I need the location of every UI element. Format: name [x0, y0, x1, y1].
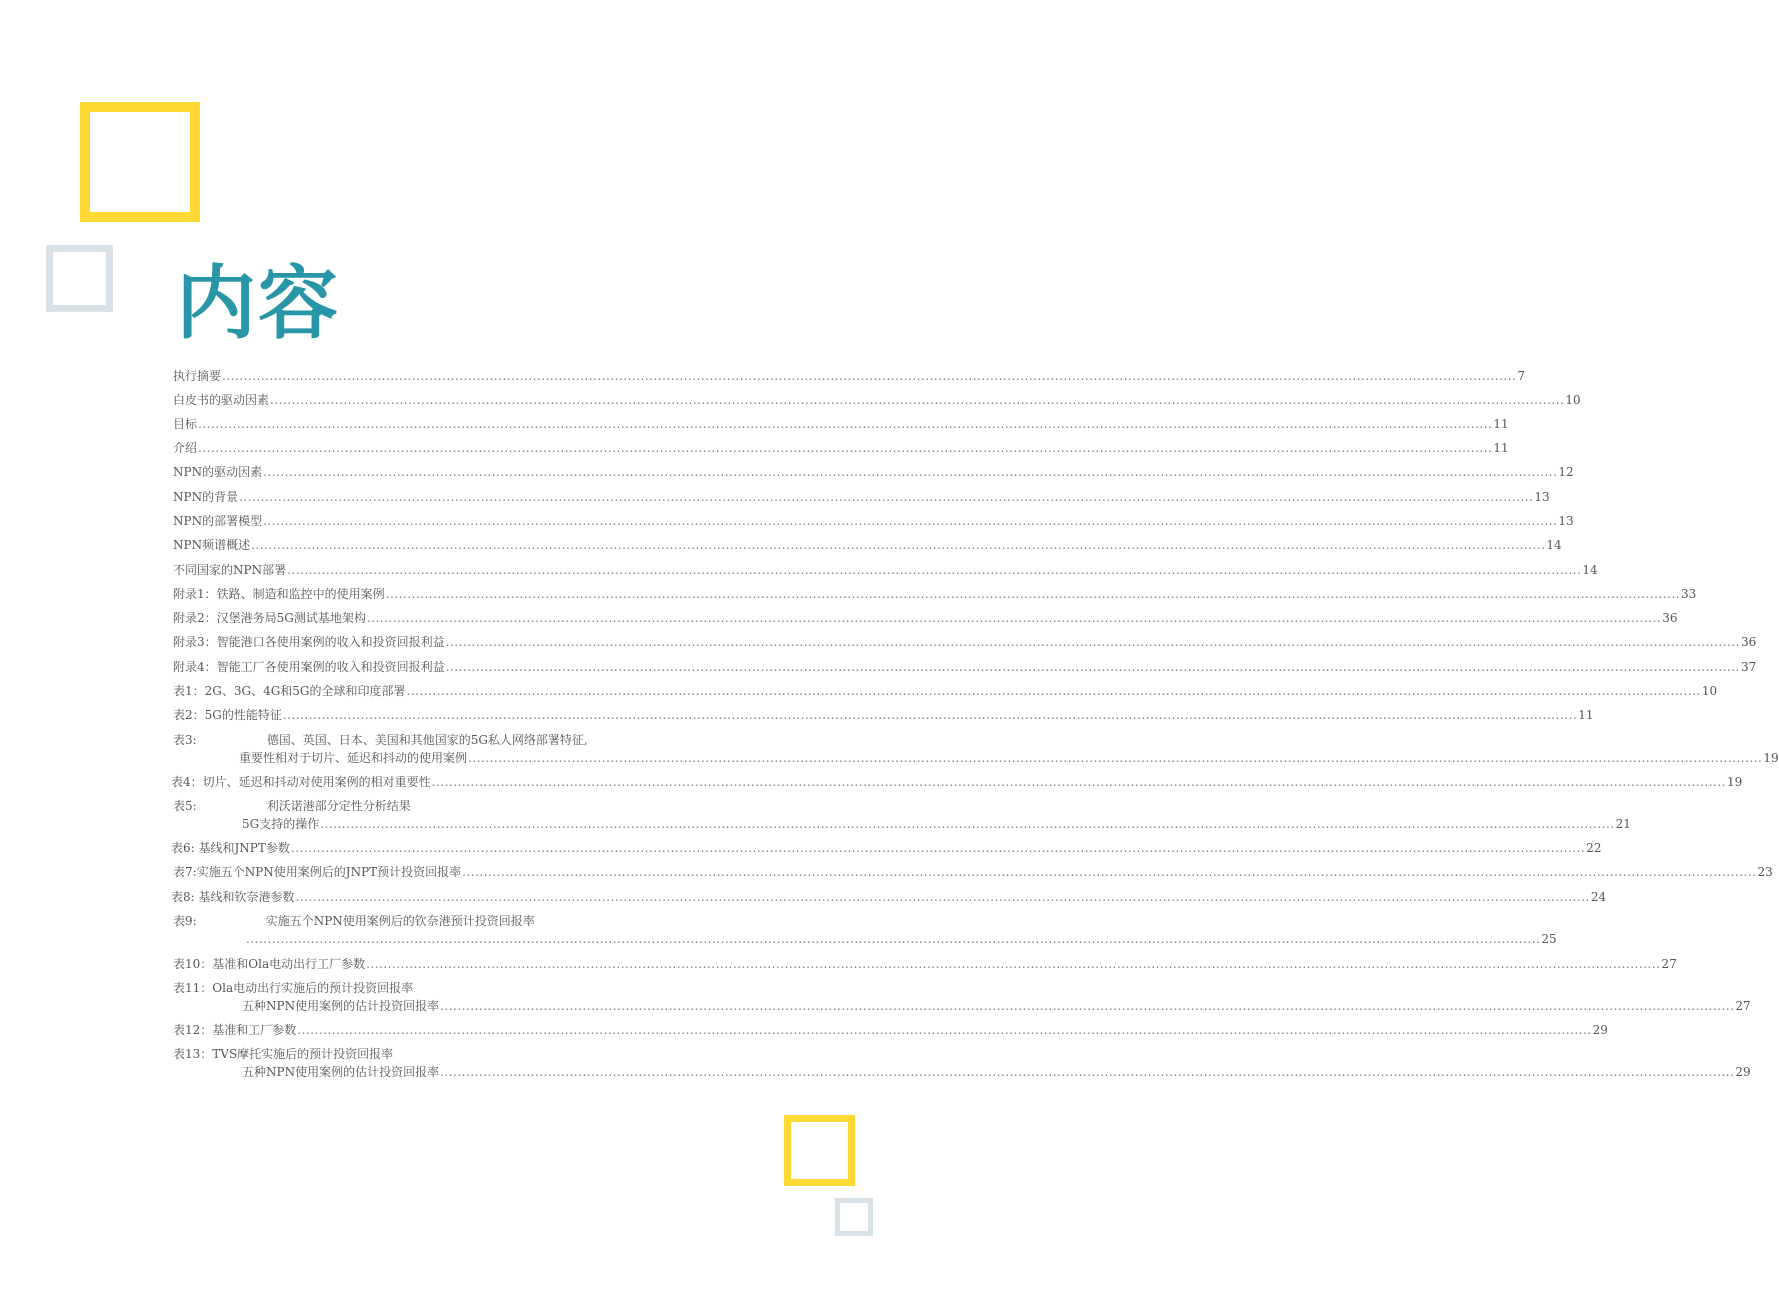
toc-entry-title: 附录3：智能港口各使用案例的收入和投资回报利益: [173, 635, 445, 649]
toc-entry-title: 表3:: [173, 733, 197, 747]
toc-entry-title: 表12：基准和工厂参数: [173, 1023, 297, 1037]
toc-entry[interactable]: [173, 390, 1581, 408]
toc-entry-title: 执行摘要: [173, 369, 222, 383]
page-title: 内容: [176, 257, 340, 350]
toc-entry-title: 表6: 基线和JNPT参数: [171, 841, 290, 855]
toc-page-number: 33: [1680, 587, 1697, 601]
toc-entry-title: 介绍: [173, 441, 198, 455]
toc-entry[interactable]: [173, 366, 1525, 384]
toc-entry[interactable]: [242, 814, 1631, 832]
toc-entry[interactable]: [173, 954, 1677, 972]
toc-entry[interactable]: [173, 862, 1773, 880]
toc-entry[interactable]: [173, 1020, 1608, 1038]
toc-entry-title: 表11：Ola电动出行实施后的预计投资回报率: [173, 981, 414, 995]
toc-page-number: 36: [1740, 635, 1757, 649]
toc-entry[interactable]: [173, 705, 1594, 723]
toc-entry[interactable]: [171, 838, 1602, 856]
toc-entry[interactable]: [173, 511, 1574, 529]
toc-page-number: 36: [1662, 611, 1678, 625]
toc-entry-title: 附录4：智能工厂各使用案例的收入和投资回报利益: [173, 660, 445, 674]
toc-leader-dots: ............................................................................................................................................................................................................................................................................................................: [198, 417, 1493, 431]
toc-entry-title: NPN的背景: [173, 490, 239, 504]
toc-entry-title: 表13：TVS摩托实施后的预计投资回报率: [173, 1047, 394, 1061]
toc-entry[interactable]: [173, 911, 535, 929]
toc-entry[interactable]: [173, 796, 411, 814]
toc-leader-dots: ............................................................................................................................................................................................................................................................................................................: [251, 538, 1546, 552]
toc-leader-dots: ............................................................................................................................................................................................................................................................................................................: [431, 775, 1726, 789]
toc-page-number: 14: [1546, 538, 1562, 552]
toc-entry-title: 附录2：汉堡港务局5G测试基地架构: [173, 611, 366, 625]
toc-leader-dots: ............................................................................................................................................................................................................................................................................................................: [295, 890, 1590, 904]
toc-page-number: 11: [1493, 441, 1509, 455]
toc-leader-dots: ............................................................................................................................................................................................................................................................................................................: [246, 932, 1541, 946]
toc-entry-title: 5G支持的操作: [242, 817, 320, 831]
toc-page-number: 29: [1592, 1023, 1608, 1037]
toc-entry[interactable]: [173, 414, 1509, 432]
toc-page-number: 19: [1726, 775, 1743, 789]
toc-leader-dots: ............................................................................................................................................................................................................................................................................................................: [366, 957, 1661, 971]
toc-leader-dots: ............................................................................................................................................................................................................................................................................................................: [263, 465, 1558, 479]
toc-entry-title: 重要性相对于切片、延迟和抖动的使用案例: [239, 751, 468, 765]
toc-leader-dots: ............................................................................................................................................................................................................................................................................................................: [320, 817, 1615, 831]
toc-page-number: 10: [1701, 684, 1718, 698]
toc-leader-dots: ............................................................................................................................................................................................................................................................................................................: [440, 1065, 1735, 1079]
toc-entry[interactable]: [173, 1044, 393, 1062]
toc-leader-dots: ............................................................................................................................................................................................................................................................................................................: [468, 751, 1763, 765]
toc-leader-dots: ............................................................................................................................................................................................................................................................................................................: [440, 999, 1735, 1013]
toc-entry[interactable]: [173, 608, 1678, 626]
toc-leader-dots: ............................................................................................................................................................................................................................................................................................................: [198, 441, 1493, 455]
toc-leader-dots: ............................................................................................................................................................................................................................................................................................................: [222, 369, 1517, 383]
toc-entry-title: 白皮书的驱动因素: [173, 393, 270, 407]
toc-page-number: 7: [1517, 369, 1525, 383]
toc-entry-title: 附录1：铁路、制造和监控中的使用案例: [173, 587, 385, 601]
toc-entry[interactable]: [173, 584, 1697, 602]
toc-entry-title: NPN的驱动因素: [173, 465, 263, 479]
toc-entry-subtitle: 实施五个NPN使用案例后的钦奈港预计投资回报率: [265, 914, 535, 928]
toc-page-number: 21: [1615, 817, 1631, 831]
toc-entry[interactable]: [173, 681, 1718, 699]
toc-entry[interactable]: [239, 748, 1779, 766]
toc-page-number: 23: [1757, 865, 1773, 879]
toc-leader-dots: ............................................................................................................................................................................................................................................................................................................: [263, 514, 1558, 528]
toc-entry-title: 表10：基准和Ola电动出行工厂参数: [173, 957, 366, 971]
toc-leader-dots: ............................................................................................................................................................................................................................................................................................................: [287, 563, 1582, 577]
toc-entry-subtitle: 利沃诺港部分定性分析结果: [266, 799, 411, 813]
toc-page-number: 13: [1534, 490, 1550, 504]
toc-leader-dots: ............................................................................................................................................................................................................................................................................................................: [406, 684, 1701, 698]
toc-entry[interactable]: [173, 462, 1574, 480]
toc-leader-dots: ............................................................................................................................................................................................................................................................................................................: [282, 708, 1578, 722]
toc-entry-title: 五种NPN使用案例的估计投资回报率: [242, 1065, 440, 1079]
toc-entry-title: 表7:: [173, 865, 197, 879]
toc-entry-title: 表4：切片、延迟和抖动对使用案例的相对重要性: [171, 775, 431, 789]
toc-page-number: 11: [1493, 417, 1509, 431]
toc-entry[interactable]: [173, 632, 1757, 650]
toc-leader-dots: ............................................................................................................................................................................................................................................................................................................: [462, 865, 1757, 879]
toc-entry-title: NPN的部署模型: [173, 514, 263, 528]
toc-entry-title: 表2：5G的性能特征: [173, 708, 282, 722]
toc-entry-title: 表1：2G、3G、4G和5G的全球和印度部署: [173, 684, 406, 698]
toc-entry[interactable]: [173, 657, 1757, 675]
toc-page-number: 27: [1735, 999, 1751, 1013]
toc-entry[interactable]: [245, 929, 1557, 947]
toc-entry[interactable]: [173, 978, 413, 996]
toc-page-number: 10: [1565, 393, 1581, 407]
toc-leader-dots: ............................................................................................................................................................................................................................................................................................................: [290, 841, 1586, 855]
toc-entry[interactable]: [242, 996, 1751, 1014]
toc-entry[interactable]: [173, 535, 1562, 553]
toc-page-number: 14: [1582, 563, 1598, 577]
toc-page-number: 25: [1541, 932, 1557, 946]
toc-leader-dots: ............................................................................................................................................................................................................................................................................................................: [297, 1023, 1592, 1037]
toc-page-number: 19: [1763, 751, 1779, 765]
toc-entry-subtitle: 实施五个NPN使用案例后的JNPT预计投资回报率: [196, 865, 462, 879]
toc-entry-title: 表8: 基线和钦奈港参数: [171, 890, 295, 904]
toc-entry[interactable]: [171, 772, 1743, 790]
toc-page-number: 13: [1558, 514, 1574, 528]
toc-entry-title: 表9:: [173, 914, 197, 928]
toc-entry[interactable]: [173, 487, 1550, 505]
toc-page-number: 22: [1586, 841, 1602, 855]
toc-entry[interactable]: [173, 730, 588, 748]
toc-entry-title: 表5:: [173, 799, 197, 813]
toc-entry[interactable]: [171, 887, 1607, 905]
toc-entry-subtitle: 德国、英国、日本、美国和其他国家的5G私人网络部署特征,: [266, 733, 588, 747]
toc-entry[interactable]: [173, 560, 1598, 578]
toc-leader-dots: ............................................................................................................................................................................................................................................................................................................: [366, 611, 1662, 625]
toc-entry[interactable]: [242, 1062, 1751, 1080]
toc-entry-title: 五种NPN使用案例的估计投资回报率: [242, 999, 440, 1013]
toc-leader-dots: ............................................................................................................................................................................................................................................................................................................: [270, 393, 1565, 407]
toc-page-number: 12: [1558, 465, 1574, 479]
toc-leader-dots: ............................................................................................................................................................................................................................................................................................................: [385, 587, 1680, 601]
toc-page-number: 29: [1735, 1065, 1751, 1079]
toc-entry-title: 目标: [173, 417, 198, 431]
toc-leader-dots: ............................................................................................................................................................................................................................................................................................................: [445, 635, 1740, 649]
toc-page-number: 37: [1740, 660, 1757, 674]
toc-leader-dots: ............................................................................................................................................................................................................................................................................................................: [445, 660, 1740, 674]
toc-leader-dots: ............................................................................................................................................................................................................................................................................................................: [239, 490, 1534, 504]
toc-entry[interactable]: [173, 438, 1509, 456]
toc-page-number: 27: [1661, 957, 1677, 971]
toc-page-number: 11: [1578, 708, 1594, 722]
toc-entry-title: 不同国家的NPN部署: [173, 563, 287, 577]
toc-page-number: 24: [1590, 890, 1607, 904]
toc-entry-title: NPN频谱概述: [173, 538, 251, 552]
